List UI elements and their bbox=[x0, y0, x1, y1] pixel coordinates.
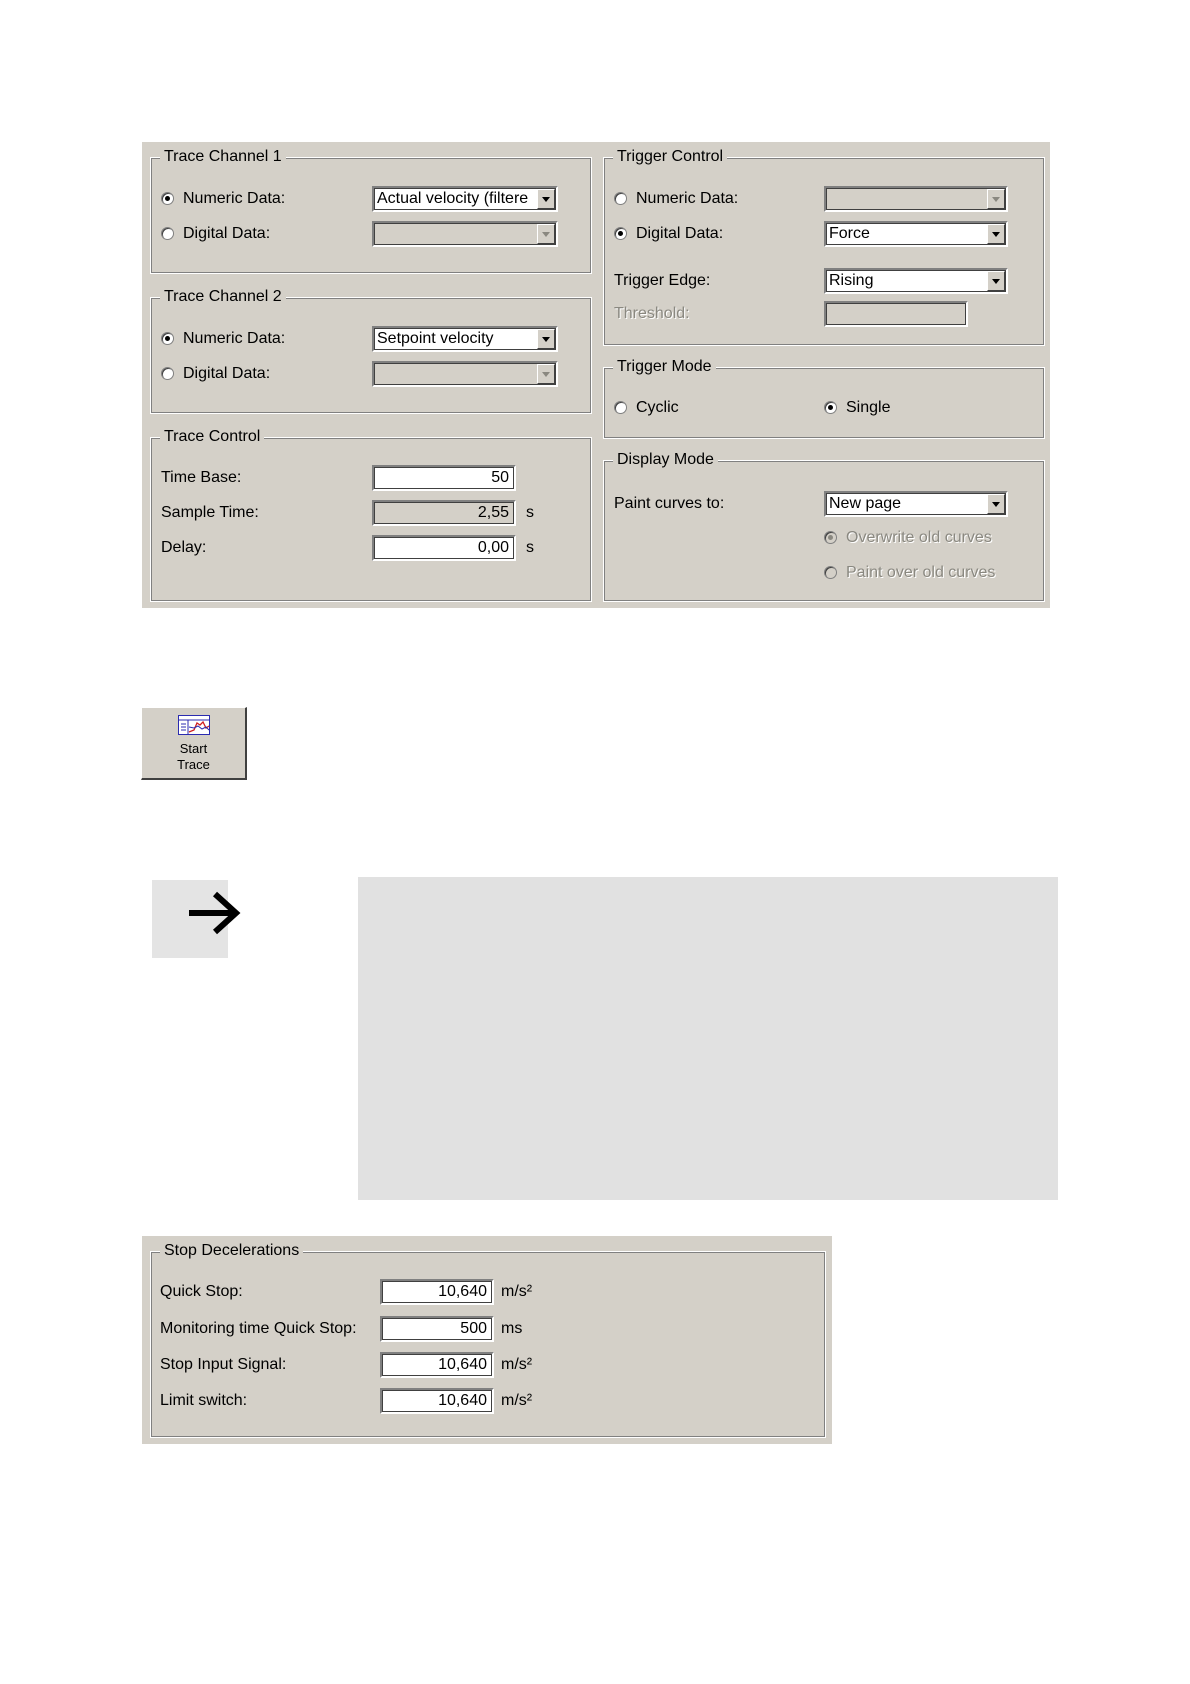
trace2-digital-radio[interactable] bbox=[161, 367, 174, 380]
start-trace-label-line1: Start bbox=[179, 741, 208, 756]
note-arrow-marker bbox=[152, 880, 228, 958]
trace1-numeric-value: Actual velocity (filtere bbox=[377, 190, 529, 207]
overwrite-label: Overwrite old curves bbox=[846, 529, 992, 546]
trigger-edge-select[interactable] bbox=[824, 268, 1008, 294]
trace2-digital-select bbox=[372, 361, 558, 387]
trace2-digital-label: Digital Data: bbox=[183, 365, 271, 382]
trace1-digital-radio[interactable] bbox=[161, 227, 174, 240]
cyclic-radio[interactable] bbox=[614, 401, 627, 414]
trigger-numeric-radio[interactable] bbox=[614, 192, 627, 205]
stop-decelerations-group bbox=[150, 1242, 826, 1438]
paint-over-label: Paint over old curves bbox=[846, 564, 996, 581]
trigger-numeric-label: Numeric Data: bbox=[636, 190, 739, 207]
delay-label: Delay: bbox=[161, 539, 207, 556]
quick-stop-input[interactable]: 10,640 bbox=[380, 1279, 494, 1305]
trigger-mode-group bbox=[603, 358, 1045, 439]
trace-control-title: Trace Control bbox=[160, 427, 264, 447]
paint-curves-value: New page bbox=[829, 495, 902, 512]
stop-decelerations-title: Stop Decelerations bbox=[160, 1241, 303, 1261]
quick-stop-label: Quick Stop: bbox=[160, 1283, 243, 1300]
overwrite-radio bbox=[824, 531, 837, 544]
trigger-edge-value: Rising bbox=[829, 272, 874, 289]
trace-channel-1-title: Trace Channel 1 bbox=[160, 147, 286, 167]
cyclic-label: Cyclic bbox=[636, 399, 679, 416]
trace-channel-2-group bbox=[150, 288, 592, 414]
threshold-label: Threshold: bbox=[614, 305, 690, 322]
quick-stop-unit: m/s² bbox=[501, 1283, 533, 1300]
trace-settings-panel bbox=[142, 142, 1050, 608]
trace1-numeric-select[interactable] bbox=[372, 186, 558, 212]
monitoring-time-unit: ms bbox=[501, 1320, 523, 1337]
trigger-numeric-dropdown-icon bbox=[987, 189, 1005, 209]
trigger-numeric-select bbox=[824, 186, 1008, 212]
trace2-digital-dropdown-icon bbox=[537, 364, 555, 384]
delay-input[interactable]: 0,00 bbox=[372, 535, 516, 561]
trace2-numeric-dropdown-icon[interactable] bbox=[537, 329, 555, 349]
paint-curves-select[interactable] bbox=[824, 491, 1008, 517]
paint-curves-label: Paint curves to: bbox=[614, 495, 725, 512]
trigger-edge-label: Trigger Edge: bbox=[614, 272, 711, 289]
start-trace-button[interactable] bbox=[141, 707, 247, 780]
display-mode-title: Display Mode bbox=[613, 450, 718, 470]
sample-time-unit: s bbox=[526, 504, 534, 521]
trigger-control-title: Trigger Control bbox=[613, 147, 727, 167]
delay-unit: s bbox=[526, 539, 534, 556]
trace1-digital-dropdown-icon bbox=[537, 224, 555, 244]
limit-switch-label: Limit switch: bbox=[160, 1392, 248, 1409]
time-base-input[interactable]: 50 bbox=[372, 465, 516, 491]
paint-over-radio bbox=[824, 566, 837, 579]
trace-channel-1-group bbox=[150, 148, 592, 274]
stop-decelerations-panel bbox=[142, 1236, 832, 1444]
trace2-numeric-value: Setpoint velocity bbox=[377, 330, 494, 347]
limit-switch-unit: m/s² bbox=[501, 1392, 533, 1409]
trigger-mode-title: Trigger Mode bbox=[613, 357, 716, 377]
trace1-numeric-radio[interactable] bbox=[161, 192, 174, 205]
trace2-numeric-label: Numeric Data: bbox=[183, 330, 286, 347]
trigger-digital-label: Digital Data: bbox=[636, 225, 724, 242]
note-box bbox=[358, 877, 1058, 1200]
trace2-numeric-select[interactable] bbox=[372, 326, 558, 352]
monitoring-time-input[interactable]: 500 bbox=[380, 1316, 494, 1342]
start-trace-label-line2: Trace bbox=[177, 757, 210, 772]
sample-time-value: 2,55 bbox=[372, 500, 516, 526]
trace1-numeric-label: Numeric Data: bbox=[183, 190, 286, 207]
single-radio[interactable] bbox=[824, 401, 837, 414]
trace1-digital-select bbox=[372, 221, 558, 247]
trace-control-group bbox=[150, 428, 592, 602]
single-label: Single bbox=[846, 399, 891, 416]
threshold-input bbox=[824, 301, 968, 327]
stop-input-signal-unit: m/s² bbox=[501, 1356, 533, 1373]
trigger-control-group bbox=[603, 148, 1045, 346]
limit-switch-input[interactable]: 10,640 bbox=[380, 1388, 494, 1414]
trigger-digital-radio[interactable] bbox=[614, 227, 627, 240]
trace2-numeric-radio[interactable] bbox=[161, 332, 174, 345]
sample-time-label: Sample Time: bbox=[161, 504, 259, 521]
trigger-digital-value: Force bbox=[829, 225, 870, 242]
trigger-edge-dropdown-icon[interactable] bbox=[987, 271, 1005, 291]
stop-input-signal-input[interactable]: 10,640 bbox=[380, 1352, 494, 1378]
time-base-label: Time Base: bbox=[161, 469, 242, 486]
arrow-right-icon bbox=[187, 890, 243, 936]
trigger-digital-dropdown-icon[interactable] bbox=[987, 224, 1005, 244]
trace1-digital-label: Digital Data: bbox=[183, 225, 271, 242]
stop-input-signal-label: Stop Input Signal: bbox=[160, 1356, 287, 1373]
display-mode-group bbox=[603, 451, 1045, 602]
trace1-numeric-dropdown-icon[interactable] bbox=[537, 189, 555, 209]
trigger-digital-select[interactable] bbox=[824, 221, 1008, 247]
paint-curves-dropdown-icon[interactable] bbox=[987, 494, 1005, 514]
trace-chart-icon bbox=[178, 715, 210, 735]
trace-channel-2-title: Trace Channel 2 bbox=[160, 287, 286, 307]
monitoring-time-label: Monitoring time Quick Stop: bbox=[160, 1320, 357, 1337]
